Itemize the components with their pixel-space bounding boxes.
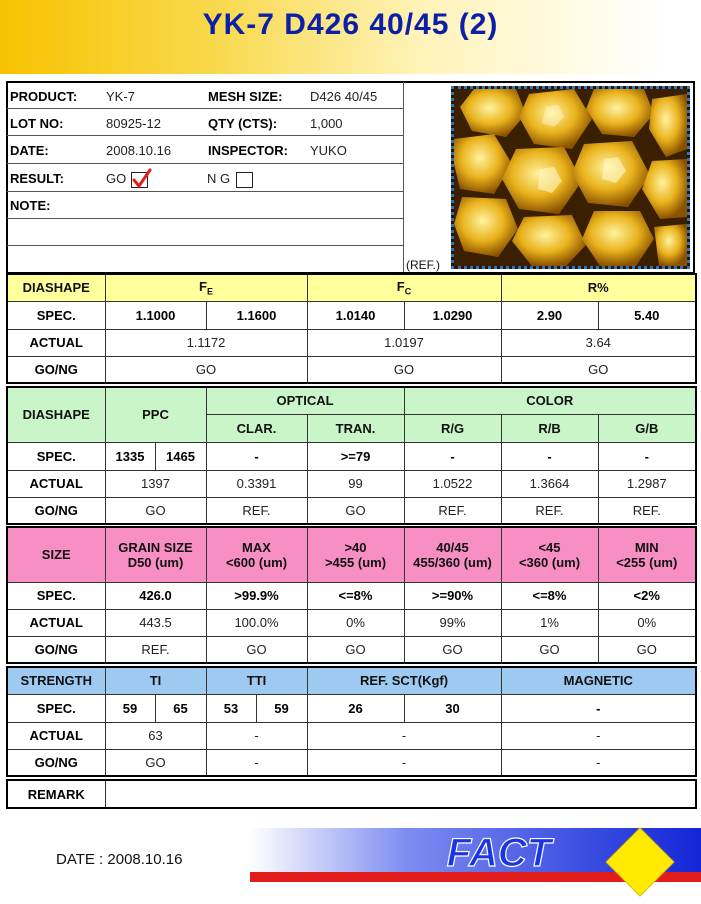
- remark-value: [105, 780, 696, 808]
- min-gong: GO: [598, 636, 696, 663]
- table-row: [7, 780, 696, 808]
- inspector-value: YUKO: [310, 143, 347, 158]
- r-spec-min: 2.90: [501, 301, 598, 329]
- info-divider: [403, 82, 404, 272]
- info-row-line: [7, 191, 403, 192]
- note-label: NOTE:: [10, 198, 51, 213]
- table-row: [7, 667, 696, 694]
- table-row: [7, 722, 696, 749]
- max-gong: GO: [206, 636, 307, 663]
- ti-spec-max: 65: [155, 694, 206, 722]
- sct-spec-min: 26: [307, 694, 404, 722]
- lot-no-value: 80925-12: [106, 116, 161, 131]
- max-actual: 100.0%: [206, 609, 307, 636]
- fe-spec-min: 1.1000: [105, 301, 206, 329]
- strength-header: STRENGTH: [7, 667, 105, 694]
- table-row: [7, 470, 696, 497]
- grain-size-spec: 426.0: [105, 582, 206, 609]
- strength-table: [6, 666, 697, 777]
- min-header: MIN <255 (um): [598, 527, 696, 582]
- spec-row-label: SPEC.: [7, 582, 105, 609]
- sct-header: REF. SCT(Kgf): [307, 667, 501, 694]
- table-row: [7, 527, 696, 582]
- ti-header: TI: [105, 667, 206, 694]
- gong-row-label: GO/NG: [7, 497, 105, 524]
- diashape-header: DIASHAPE: [7, 387, 105, 442]
- gong-row-label: GO/NG: [7, 356, 105, 383]
- optical-header: OPTICAL: [206, 387, 404, 414]
- qty-value: 1,000: [310, 116, 343, 131]
- footer-date: DATE : 2008.10.16: [56, 851, 183, 868]
- tran-actual: 99: [307, 470, 404, 497]
- magnetic-gong: -: [501, 749, 696, 776]
- magnetic-header: MAGNETIC: [501, 667, 696, 694]
- grain-size-header: GRAIN SIZE D50 (um): [105, 527, 206, 582]
- remark-table: [6, 779, 697, 809]
- sct-gong: -: [307, 749, 501, 776]
- actual-row-label: ACTUAL: [7, 329, 105, 356]
- product-value: YK-7: [106, 89, 135, 104]
- ppc-actual: 1397: [105, 470, 206, 497]
- fact-logo-text: FACT: [446, 831, 552, 875]
- clar-header: CLAR.: [206, 414, 307, 442]
- page-title: YK-7 D426 40/45 (2): [202, 8, 499, 41]
- actual-row-label: ACTUAL: [7, 722, 105, 749]
- table-row: [7, 636, 696, 663]
- gb-gong: REF.: [598, 497, 696, 524]
- mesh-40-45-spec: >=90%: [404, 582, 501, 609]
- diamond-crystals-image: [454, 89, 687, 266]
- color-header: COLOR: [404, 387, 696, 414]
- tran-gong: GO: [307, 497, 404, 524]
- spec-row-label: SPEC.: [7, 442, 105, 470]
- sct-spec-max: 30: [404, 694, 501, 722]
- result-label: RESULT:: [10, 171, 64, 186]
- size-header: SIZE: [7, 527, 105, 582]
- mesh-40-45-actual: 99%: [404, 609, 501, 636]
- fe-header: $F_E$: [105, 274, 307, 301]
- grain-size-actual: 443.5: [105, 609, 206, 636]
- rg-actual: 1.0522: [404, 470, 501, 497]
- table-row: [7, 582, 696, 609]
- rb-gong: REF.: [501, 497, 598, 524]
- info-row-line: [7, 163, 403, 164]
- ppc-spec-min: 1335: [105, 442, 155, 470]
- table-row: [7, 442, 696, 470]
- optical-color-table: [6, 386, 697, 525]
- table-row: [7, 329, 696, 356]
- product-label: PRODUCT:: [10, 89, 78, 104]
- size-distribution-table: [6, 526, 697, 664]
- magnetic-actual: -: [501, 722, 696, 749]
- over-40-spec: <=8%: [307, 582, 404, 609]
- diamond-reference-photo: [451, 86, 690, 269]
- gong-row-label: GO/NG: [7, 636, 105, 663]
- tti-spec-max: 59: [256, 694, 307, 722]
- fc-spec-max: 1.0290: [404, 301, 501, 329]
- table-row: [7, 694, 696, 722]
- gb-header: G/B: [598, 414, 696, 442]
- table-row: [7, 387, 696, 414]
- ppc-spec-max: 1465: [155, 442, 206, 470]
- fc-actual: 1.0197: [307, 329, 501, 356]
- r-percent-header: R%: [501, 274, 696, 301]
- spec-row-label: SPEC.: [7, 694, 105, 722]
- table-row: [7, 301, 696, 329]
- r-gong: GO: [501, 356, 696, 383]
- fe-gong: GO: [105, 356, 307, 383]
- date-value: 2008.10.16: [106, 143, 172, 158]
- ng-checkbox[interactable]: [236, 172, 253, 188]
- spec-row-label: SPEC.: [7, 301, 105, 329]
- mesh-40-45-gong: GO: [404, 636, 501, 663]
- table-row: [7, 356, 696, 383]
- go-checkbox[interactable]: [131, 172, 148, 188]
- max-header: MAX <600 (um): [206, 527, 307, 582]
- fc-gong: GO: [307, 356, 501, 383]
- clar-spec: -: [206, 442, 307, 470]
- table-row: [7, 274, 696, 301]
- tti-actual: -: [206, 722, 307, 749]
- r-actual: 3.64: [501, 329, 696, 356]
- rg-gong: REF.: [404, 497, 501, 524]
- over-40-header: >40 >455 (um): [307, 527, 404, 582]
- info-row-line: [7, 218, 403, 219]
- sct-actual: -: [307, 722, 501, 749]
- tti-header: TTI: [206, 667, 307, 694]
- ti-gong: GO: [105, 749, 206, 776]
- rb-actual: 1.3664: [501, 470, 598, 497]
- over-40-actual: 0%: [307, 609, 404, 636]
- actual-row-label: ACTUAL: [7, 609, 105, 636]
- qty-label: QTY (CTS):: [208, 116, 278, 131]
- max-spec: >99.9%: [206, 582, 307, 609]
- gb-actual: 1.2987: [598, 470, 696, 497]
- table-row: [7, 749, 696, 776]
- ng-option-label: N G: [207, 171, 231, 186]
- ppc-header: PPC: [105, 387, 206, 442]
- gong-row-label: GO/NG: [7, 749, 105, 776]
- remark-label: REMARK: [7, 780, 105, 808]
- checkmark-icon: [131, 168, 153, 190]
- info-row-line: [7, 245, 403, 246]
- clar-gong: REF.: [206, 497, 307, 524]
- actual-row-label: ACTUAL: [7, 470, 105, 497]
- over-40-gong: GO: [307, 636, 404, 663]
- min-spec: <2%: [598, 582, 696, 609]
- ppc-gong: GO: [105, 497, 206, 524]
- tran-spec: >=79: [307, 442, 404, 470]
- under-45-gong: GO: [501, 636, 598, 663]
- under-45-spec: <=8%: [501, 582, 598, 609]
- mesh-size-label: MESH SIZE:: [208, 89, 283, 104]
- tran-header: TRAN.: [307, 414, 404, 442]
- fe-actual: 1.1172: [105, 329, 307, 356]
- date-label: DATE:: [10, 143, 49, 158]
- rb-header: R/B: [501, 414, 598, 442]
- gb-spec: -: [598, 442, 696, 470]
- fc-header: $F_C$: [307, 274, 501, 301]
- tti-gong: -: [206, 749, 307, 776]
- ti-actual: 63: [105, 722, 206, 749]
- lot-no-label: LOT NO:: [10, 116, 64, 131]
- mesh-40-45-header: 40/45 455/360 (um): [404, 527, 501, 582]
- r-spec-max: 5.40: [598, 301, 696, 329]
- clar-actual: 0.3391: [206, 470, 307, 497]
- tti-spec-min: 53: [206, 694, 256, 722]
- rg-header: R/G: [404, 414, 501, 442]
- fc-spec-min: 1.0140: [307, 301, 404, 329]
- diamond-logo-icon: [604, 826, 676, 898]
- under-45-actual: 1%: [501, 609, 598, 636]
- rb-spec: -: [501, 442, 598, 470]
- ti-spec-min: 59: [105, 694, 155, 722]
- rg-spec: -: [404, 442, 501, 470]
- inspector-label: INSPECTOR:: [208, 143, 288, 158]
- go-option-label: GO: [106, 171, 127, 186]
- fe-spec-max: 1.1600: [206, 301, 307, 329]
- table-row: [7, 609, 696, 636]
- min-actual: 0%: [598, 609, 696, 636]
- diashape-header: DIASHAPE: [7, 274, 105, 301]
- diashape-fe-fc-table: [6, 273, 697, 384]
- grain-size-gong: REF.: [105, 636, 206, 663]
- magnetic-spec: -: [501, 694, 696, 722]
- table-row: [7, 497, 696, 524]
- photo-caption: (REF.): [406, 258, 440, 272]
- info-row-line: [7, 135, 403, 136]
- mesh-size-value: D426 40/45: [310, 89, 378, 104]
- info-row-line: [7, 108, 403, 109]
- under-45-header: <45 <360 (um): [501, 527, 598, 582]
